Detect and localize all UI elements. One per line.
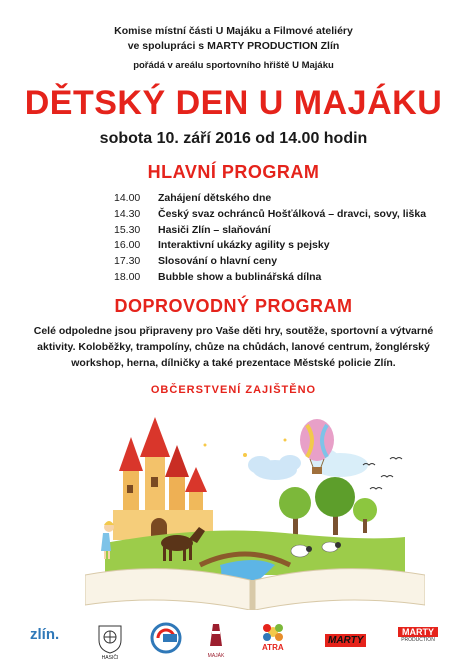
item-text: Zahájení dětského dne [158, 192, 272, 204]
atra-logo [262, 622, 298, 654]
item-text: Interaktivní ukázky agility s pejsky [158, 239, 330, 252]
majak-logo-text: MAJÁK [207, 653, 225, 659]
item-time: 16.00 [114, 239, 141, 252]
item-time: 14.00 [114, 192, 141, 204]
birds-icon [363, 458, 402, 490]
castle-icon [113, 417, 213, 540]
item-time: 18.00 [114, 270, 141, 283]
item-time: 14.30 [114, 207, 141, 220]
zlin-logo-text: zlín. [30, 626, 60, 643]
venue-line: pořádá v areálu sportovního hřiště U Majáku [133, 60, 334, 71]
production-logo-text: PRODUCTION [401, 637, 435, 643]
item-text: Hasiči Zlín – slaňování [158, 223, 271, 236]
page-title: DĚTSKÝ DEN U MAJÁKU [24, 84, 443, 122]
lighthouse-icon [205, 622, 227, 648]
marty-logo-text: MARTY [398, 627, 438, 637]
side-program-line-3: workshop, herna, dílničky a také prezentace Městské policie Zlín. [71, 357, 396, 369]
item-text: Slosování o hlavní ceny [158, 255, 278, 268]
martyfx-logo [325, 630, 373, 662]
list-item [114, 223, 444, 239]
atra-logo-text: ATRA [262, 643, 284, 652]
trees-icon [279, 477, 377, 535]
storybook-illustration [85, 415, 425, 610]
side-program-heading: DOPROVODNÝ PROGRAM [114, 296, 353, 316]
program-list [114, 191, 444, 286]
item-text: Bubble show a bublinářská dílna [158, 270, 322, 283]
item-time: 17.30 [114, 255, 141, 268]
zlin-logo [30, 626, 70, 658]
list-item [114, 238, 444, 254]
item-text: Český svaz ochránců Hošťálková – dravci, sovy, liška [158, 207, 427, 220]
side-program-line-1: Celé odpoledne jsou připraveny pro Vaše děti hry, soutěže, sportovní a výtvarné [33, 325, 434, 337]
cloud-icon [248, 455, 301, 480]
zlin-circle-icon [150, 622, 182, 654]
hasici-logo-text: HASIČI [101, 655, 119, 661]
item-time: 15.30 [114, 223, 141, 236]
sponsor-bar [0, 612, 467, 662]
list-item [114, 270, 444, 286]
main-program-heading: HLAVNÍ PROGRAM [147, 162, 320, 182]
hasici-emblem-icon [97, 622, 123, 654]
organizer-line-1: Komise místní části U Majáku a Filmové ateliéry [114, 25, 353, 37]
martyfx-logo-text: MARTY [325, 634, 366, 647]
organizer-line-2: ve spolupráci s MARTY PRODUCTION Zlín [127, 40, 340, 52]
zlin-circle-logo [150, 622, 182, 654]
flower-icon [262, 622, 284, 642]
refreshments-note: OBČERSTVENÍ ZAJIŠTĚNO [150, 384, 317, 396]
list-item [114, 207, 444, 223]
majak-logo [205, 622, 227, 659]
list-item [114, 254, 444, 270]
hasici-logo [97, 622, 123, 661]
side-program-line-2: aktivity. Koloběžky, trampolíny, chůze na chůdách, lanové centrum, žonglérský [37, 341, 430, 353]
list-item [114, 191, 444, 207]
marty-production-logo [398, 627, 438, 659]
event-datetime: sobota 10. září 2016 od 14.00 hodin [99, 130, 368, 147]
